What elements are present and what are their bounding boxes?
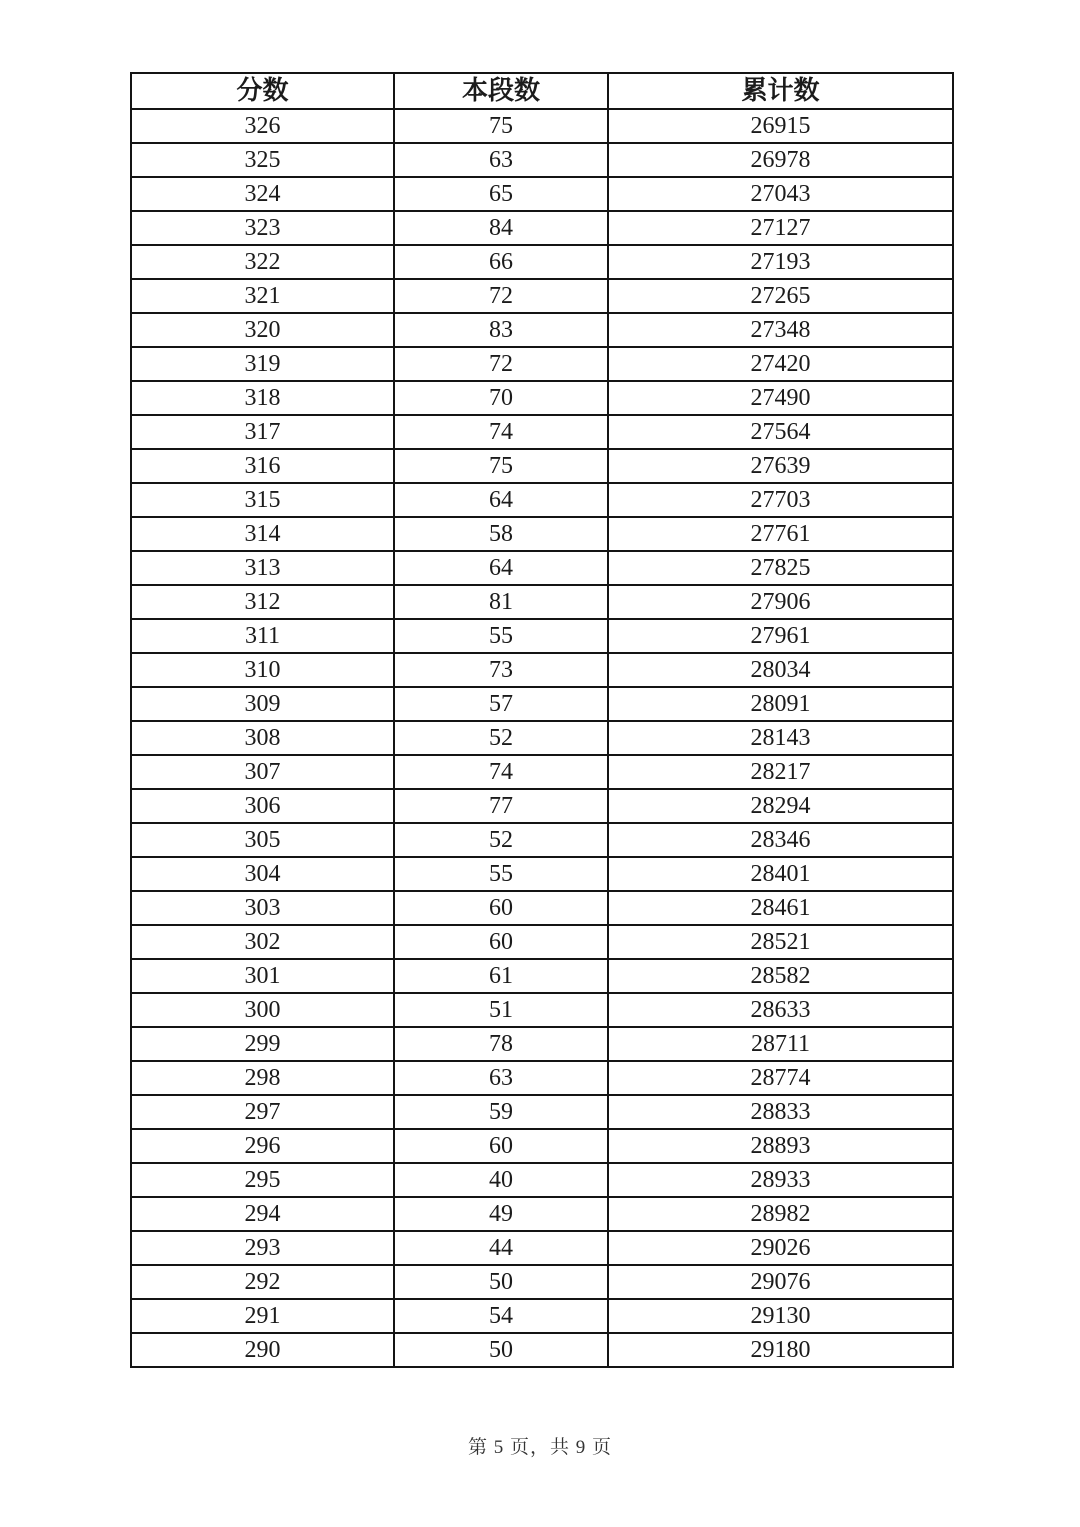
segment-count-cell: 66 (394, 245, 608, 279)
segment-count-cell: 55 (394, 857, 608, 891)
segment-count-cell: 65 (394, 177, 608, 211)
score-cell: 298 (131, 1061, 394, 1095)
table-row (131, 245, 953, 279)
cumulative-count-cell: 28982 (608, 1197, 953, 1231)
cumulative-count-cell: 28833 (608, 1095, 953, 1129)
table-row (131, 687, 953, 721)
score-cell: 301 (131, 959, 394, 993)
cumulative-count-cell: 28633 (608, 993, 953, 1027)
score-distribution-table (130, 72, 954, 1368)
table-row (131, 381, 953, 415)
segment-count-cell: 57 (394, 687, 608, 721)
score-cell: 303 (131, 891, 394, 925)
table-header-row (131, 73, 953, 109)
column-header-score: 分数 (131, 73, 394, 109)
score-cell: 302 (131, 925, 394, 959)
cumulative-count-cell: 27127 (608, 211, 953, 245)
segment-count-cell: 60 (394, 925, 608, 959)
score-cell: 299 (131, 1027, 394, 1061)
score-cell: 308 (131, 721, 394, 755)
segment-count-cell: 83 (394, 313, 608, 347)
table-row (131, 993, 953, 1027)
score-cell: 323 (131, 211, 394, 245)
segment-count-cell: 72 (394, 347, 608, 381)
score-cell: 300 (131, 993, 394, 1027)
cumulative-count-cell: 27348 (608, 313, 953, 347)
score-cell: 319 (131, 347, 394, 381)
cumulative-count-cell: 26915 (608, 109, 953, 143)
table-row (131, 721, 953, 755)
segment-count-cell: 49 (394, 1197, 608, 1231)
cumulative-count-cell: 28933 (608, 1163, 953, 1197)
cumulative-count-cell: 28521 (608, 925, 953, 959)
cumulative-count-cell: 28143 (608, 721, 953, 755)
score-cell: 309 (131, 687, 394, 721)
table-row (131, 211, 953, 245)
score-cell: 316 (131, 449, 394, 483)
cumulative-count-cell: 28401 (608, 857, 953, 891)
score-cell: 290 (131, 1333, 394, 1367)
table-row (131, 449, 953, 483)
score-cell: 320 (131, 313, 394, 347)
table-row (131, 789, 953, 823)
segment-count-cell: 78 (394, 1027, 608, 1061)
score-cell: 311 (131, 619, 394, 653)
table-row (131, 925, 953, 959)
table-row (131, 313, 953, 347)
table-row (131, 1095, 953, 1129)
cumulative-count-cell: 27420 (608, 347, 953, 381)
table-row (131, 551, 953, 585)
cumulative-count-cell: 28582 (608, 959, 953, 993)
score-cell: 306 (131, 789, 394, 823)
segment-count-cell: 52 (394, 721, 608, 755)
cumulative-count-cell: 28346 (608, 823, 953, 857)
score-cell: 315 (131, 483, 394, 517)
table-row (131, 1061, 953, 1095)
cumulative-count-cell: 28711 (608, 1027, 953, 1061)
cumulative-count-cell: 27703 (608, 483, 953, 517)
segment-count-cell: 73 (394, 653, 608, 687)
table-row (131, 1231, 953, 1265)
cumulative-count-cell: 29180 (608, 1333, 953, 1367)
segment-count-cell: 64 (394, 483, 608, 517)
cumulative-count-cell: 28294 (608, 789, 953, 823)
segment-count-cell: 40 (394, 1163, 608, 1197)
segment-count-cell: 51 (394, 993, 608, 1027)
score-cell: 304 (131, 857, 394, 891)
score-cell: 310 (131, 653, 394, 687)
cumulative-count-cell: 28461 (608, 891, 953, 925)
cumulative-count-cell: 27265 (608, 279, 953, 313)
cumulative-count-cell: 28217 (608, 755, 953, 789)
table-row (131, 279, 953, 313)
cumulative-count-cell: 27193 (608, 245, 953, 279)
table-row (131, 1163, 953, 1197)
cumulative-count-cell: 28034 (608, 653, 953, 687)
segment-count-cell: 58 (394, 517, 608, 551)
table-row (131, 823, 953, 857)
segment-count-cell: 63 (394, 143, 608, 177)
score-cell: 294 (131, 1197, 394, 1231)
score-cell: 321 (131, 279, 394, 313)
score-cell: 318 (131, 381, 394, 415)
table-row (131, 347, 953, 381)
cumulative-count-cell: 27564 (608, 415, 953, 449)
score-cell: 314 (131, 517, 394, 551)
table-row (131, 755, 953, 789)
table-row (131, 1197, 953, 1231)
cumulative-count-cell: 29130 (608, 1299, 953, 1333)
score-cell: 307 (131, 755, 394, 789)
table-row (131, 1333, 953, 1367)
table-row (131, 857, 953, 891)
score-cell: 312 (131, 585, 394, 619)
score-cell: 297 (131, 1095, 394, 1129)
cumulative-count-cell: 27906 (608, 585, 953, 619)
score-cell: 295 (131, 1163, 394, 1197)
cumulative-count-cell: 28774 (608, 1061, 953, 1095)
segment-count-cell: 61 (394, 959, 608, 993)
table-row (131, 585, 953, 619)
table-row (131, 483, 953, 517)
score-cell: 322 (131, 245, 394, 279)
segment-count-cell: 74 (394, 415, 608, 449)
segment-count-cell: 60 (394, 891, 608, 925)
segment-count-cell: 60 (394, 1129, 608, 1163)
table-row (131, 619, 953, 653)
score-cell: 296 (131, 1129, 394, 1163)
table-row (131, 1265, 953, 1299)
table-row (131, 1299, 953, 1333)
score-cell: 326 (131, 109, 394, 143)
segment-count-cell: 52 (394, 823, 608, 857)
table-row (131, 517, 953, 551)
cumulative-count-cell: 29026 (608, 1231, 953, 1265)
segment-count-cell: 72 (394, 279, 608, 313)
table-row (131, 959, 953, 993)
segment-count-cell: 70 (394, 381, 608, 415)
cumulative-count-cell: 27043 (608, 177, 953, 211)
segment-count-cell: 84 (394, 211, 608, 245)
cumulative-count-cell: 26978 (608, 143, 953, 177)
segment-count-cell: 50 (394, 1265, 608, 1299)
table-row (131, 415, 953, 449)
column-header-cumulative-count: 累计数 (608, 73, 953, 109)
table-row (131, 177, 953, 211)
score-cell: 317 (131, 415, 394, 449)
cumulative-count-cell: 27639 (608, 449, 953, 483)
table-row (131, 1129, 953, 1163)
score-cell: 325 (131, 143, 394, 177)
score-cell: 324 (131, 177, 394, 211)
cumulative-count-cell: 27825 (608, 551, 953, 585)
score-cell: 292 (131, 1265, 394, 1299)
segment-count-cell: 74 (394, 755, 608, 789)
score-cell: 313 (131, 551, 394, 585)
table-row (131, 1027, 953, 1061)
score-cell: 293 (131, 1231, 394, 1265)
cumulative-count-cell: 27961 (608, 619, 953, 653)
segment-count-cell: 59 (394, 1095, 608, 1129)
segment-count-cell: 55 (394, 619, 608, 653)
segment-count-cell: 64 (394, 551, 608, 585)
column-header-segment-count: 本段数 (394, 73, 608, 109)
table-row (131, 143, 953, 177)
cumulative-count-cell: 28091 (608, 687, 953, 721)
segment-count-cell: 54 (394, 1299, 608, 1333)
segment-count-cell: 75 (394, 109, 608, 143)
segment-count-cell: 63 (394, 1061, 608, 1095)
cumulative-count-cell: 28893 (608, 1129, 953, 1163)
segment-count-cell: 44 (394, 1231, 608, 1265)
cumulative-count-cell: 27761 (608, 517, 953, 551)
table-row (131, 653, 953, 687)
page-number-footer: 第 5 页，共 9 页 (467, 1437, 612, 1458)
segment-count-cell: 75 (394, 449, 608, 483)
cumulative-count-cell: 29076 (608, 1265, 953, 1299)
segment-count-cell: 77 (394, 789, 608, 823)
segment-count-cell: 81 (394, 585, 608, 619)
score-cell: 291 (131, 1299, 394, 1333)
cumulative-count-cell: 27490 (608, 381, 953, 415)
score-cell: 305 (131, 823, 394, 857)
segment-count-cell: 50 (394, 1333, 608, 1367)
table-row (131, 891, 953, 925)
table-row (131, 109, 953, 143)
